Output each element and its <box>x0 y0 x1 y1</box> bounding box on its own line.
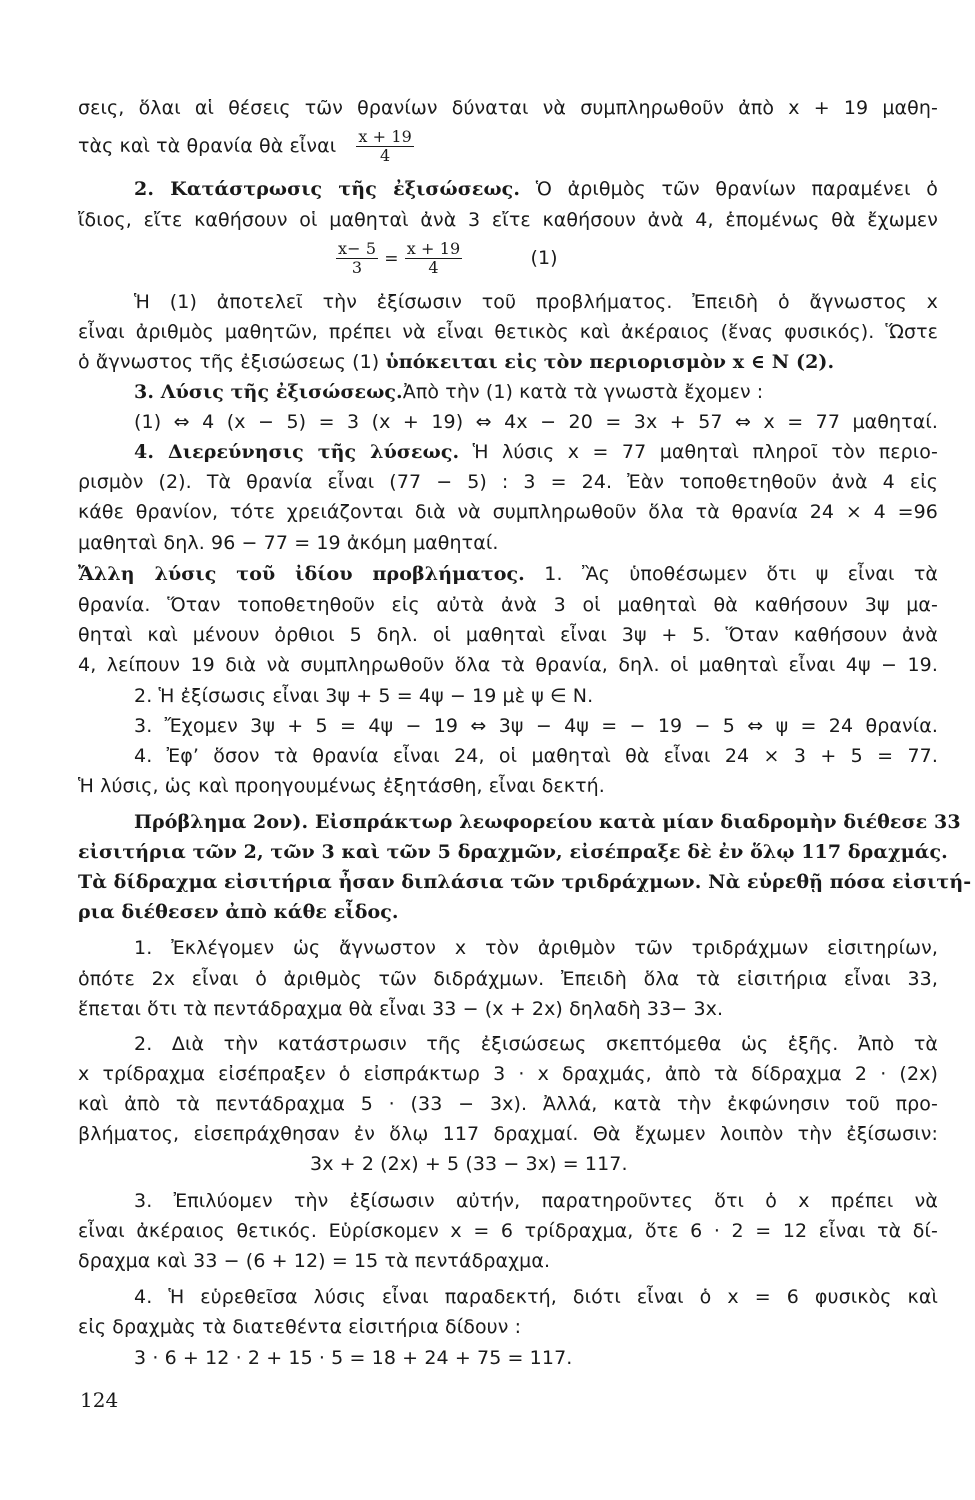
fraction <box>405 240 463 277</box>
text-line: θρανία. Ὅταν τοποθετηθοῦν εἰς αὐτὰ ἀνὰ 3 οἱ μαθηταὶ θὰ καθήσουν 3ψ μα- <box>78 594 938 616</box>
text-line: καὶ ἀπὸ τὰ πεντάδραχμα 5 · (33 − 3x). Ἀλλά, κατὰ τὴν ἐκφώνησιν τοῦ προ- <box>78 1093 938 1115</box>
bold-span: ὑπόκειται εἰς τὸν περιορισμὸν x ∈ N (2). <box>385 351 835 373</box>
text-span: Ἡ λύσις x = 77 μαθηταὶ πληροῖ τὸν περιο- <box>472 441 938 463</box>
section-heading: 2. Κατάστρωσις τῆς ἐξισώσεως. <box>134 178 521 200</box>
problem-title-line: Πρόβλημα 2ον). Εἰσπράκτωρ λεωφορείου κατὰ μίαν διαδρομὴν διέθεσε 33 <box>134 811 961 833</box>
text-span: Ἀπὸ τὴν (1) κατὰ τὰ γνωστὰ ἔχομεν : <box>402 381 764 403</box>
page-number: 124 <box>80 1388 119 1412</box>
text-line: 4, λείπουν 19 διὰ νὰ συμπληρωθοῦν ὅλα τὰ θρανία, δηλ. οἱ μαθηταὶ εἶναι 4ψ − 19. <box>78 654 938 676</box>
text-line: σεις, ὅλαι αἱ θέσεις τῶν θρανίων δύναται νὰ συμπληρωθοῦν ἀπὸ x + 19 μαθη- <box>78 97 938 119</box>
text-line: κάθε θρανίον, τότε χρειάζονται διὰ νὰ συμπληρωθοῦν ὅλα τὰ θρανία 24 × 4 =96 <box>78 501 938 523</box>
text-line <box>134 380 938 404</box>
text-line: Ἡ λύσις, ὡς καὶ προηγουμένως ἐξητάσθη, εἶναι δεκτή. <box>78 775 605 797</box>
text-line: 4. Ἡ εὑρεθεῖσα λύσις εἶναι παραδεκτή, διότι εἶναι ὁ x = 6 φυσικὸς καὶ <box>134 1286 938 1308</box>
text-line <box>78 128 938 165</box>
problem-line: ρια διέθεσεν ἀπὸ κάθε εἶδος. <box>78 901 399 923</box>
text-line: βλήματος, εἰσεπράχθησαν ἐν ὅλῳ 117 δραχμαί. Θὰ ἔχωμεν λοιπὸν τὴν ἐξίσωσιν: <box>78 1123 938 1145</box>
fraction-denominator: 4 <box>428 258 439 277</box>
text-line: θηταὶ καὶ μένουν ὀρθιοι 5 δηλ. οἱ μαθηταὶ εἶναι 3ψ + 5. Ὅταν καθήσουν ἀνὰ <box>78 624 938 646</box>
text-line: 1. Ἐκλέγομεν ὡς ἄγνωστον x τὸν ἀριθμὸν τῶν τριδράχμων εἰσιτηρίων, <box>134 937 938 959</box>
equation-number: (1) <box>530 247 558 269</box>
fraction-numerator: x− 5 <box>338 239 377 258</box>
text-line: x τρίδραχμα εἰσέπραξεν ὁ εἰσπράκτωρ 3 · x δραχμάς, ἀπὸ τὰ δίδραχμα 2 · (2x) <box>78 1063 938 1085</box>
fraction-numerator: x + 19 <box>406 239 461 258</box>
fraction-denominator: 4 <box>380 146 391 165</box>
text-line: εἰς δραχμὰς τὰ διατεθέντα εἰσιτήρια δίδουν : <box>78 1316 522 1338</box>
text-line: 2. Ἡ ἐξίσωσις εἶναι 3ψ + 5 = 4ψ − 19 μὲ ψ ∈ N. <box>134 685 594 707</box>
text-line: ὁπότε 2x εἶναι ὁ ἀριθμὸς τῶν διδράχμων. Ἐπειδὴ ὅλα τὰ εἰσιτήρια εἶναι 33, <box>78 968 938 990</box>
text-line: 4. Ἐφ’ ὅσον τὰ θρανία εἶναι 24, οἱ μαθηταὶ θὰ εἶναι 24 × 3 + 5 = 77. <box>134 745 938 767</box>
fraction-numerator: x + 19 <box>358 127 412 146</box>
problem-line: εἰσιτήρια τῶν 2, τῶν 3 καὶ τῶν 5 δραχμῶν, εἰσέπραξε δὲ ἐν ὅλῳ 117 δραχμάς. <box>78 841 948 863</box>
equation-line <box>336 240 676 277</box>
fraction-denominator: 3 <box>351 258 363 277</box>
text-span: τὰς καὶ τὰ θρανία θὰ εἶναι <box>78 135 337 157</box>
text-line: 3. Ἐπιλύομεν τὴν ἐξίσωσιν αὐτήν, παρατηροῦντες ὅτι ὁ x πρέπει νὰ <box>134 1190 938 1212</box>
text-line <box>78 562 938 586</box>
text-line: 2. Διὰ τὴν κατάστρωσιν τῆς ἐξισώσεως σκεπτόμεθα ὡς ἑξῆς. Ἀπὸ τὰ <box>134 1033 938 1055</box>
text-line: ρισμὸν (2). Τὰ θρανία εἶναι (77 − 5) : 3 = 24. Ἐὰν τοποθετηθοῦν ἀνὰ 4 εἰς <box>78 471 938 493</box>
text-line: δραχμα καὶ 33 − (6 + 12) = 15 τὰ πεντάδραχμα. <box>78 1250 551 1272</box>
fraction <box>336 240 378 277</box>
text-line: ἴδιος, εἴτε καθήσουν οἱ μαθηταὶ ἀνὰ 3 εἴτε καθήσουν ἀνὰ 4, ἑπομένως θὰ ἔχωμεν <box>78 209 938 231</box>
text-span: 1. Ἂς ὑποθέσωμεν ὅτι ψ εἶναι τὰ <box>544 563 938 585</box>
text-line <box>78 350 938 374</box>
text-line: (1) ⇔ 4 (x − 5) = 3 (x + 19) ⇔ 4x − 20 = 3x + 57 ⇔ x = 77 μαθηταί. <box>134 411 938 433</box>
text-line: ἕπεται ὅτι τὰ πεντάδραχμα θὰ εἶναι 33 − (x + 2x) δηλαδὴ 33− 3x. <box>78 998 724 1020</box>
text-line <box>134 440 938 464</box>
equation-line: 3x + 2 (2x) + 5 (33 − 3x) = 117. <box>310 1153 628 1175</box>
text-line <box>134 177 938 201</box>
section-heading: 4. Διερεύνησις τῆς λύσεως. <box>134 441 460 463</box>
text-line: μαθηταὶ δηλ. 96 − 77 = 19 ἀκόμη μαθηταί. <box>78 532 499 554</box>
section-heading: 3. Λύσις τῆς ἐξισώσεως. <box>134 381 403 403</box>
text-line: 3. Ἔχομεν 3ψ + 5 = 4ψ − 19 ⇔ 3ψ − 4ψ = − 19 − 5 ⇔ ψ = 24 θρανία. <box>134 715 938 737</box>
text-line: εἶναι ἀκέραιος θετικός. Εὑρίσκομεν x = 6 τρίδραχμα, ὅτε 6 · 2 = 12 εἶναι τὰ δί- <box>78 1220 938 1242</box>
text-span: ὁ ἄγνωστος τῆς ἐξισώσεως (1) <box>78 351 380 373</box>
text-span: Ὁ ἀριθμὸς τῶν θρανίων παραμένει ὁ <box>535 178 938 200</box>
section-heading: Ἄλλη λύσις τοῦ ἰδίου προβλήματος. <box>78 563 525 585</box>
text-line: 3 · 6 + 12 · 2 + 15 · 5 = 18 + 24 + 75 = 117. <box>134 1347 573 1369</box>
text-line: Ἡ (1) ἀποτελεῖ τὴν ἐξίσωσιν τοῦ προβλήματος. Ἐπειδὴ ὁ ἄγνωστος x <box>134 291 938 313</box>
problem-line: Τὰ δίδραχμα εἰσιτήρια ἦσαν διπλάσια τῶν τριδράχμων. Νὰ εὑρεθῇ πόσα εἰσιτή- <box>78 871 972 893</box>
fraction <box>356 128 414 165</box>
text-line: εἶναι ἀριθμὸς μαθητῶν, πρέπει νὰ εἶναι θετικὸς καὶ ἀκέραιος (ἕνας φυσικός). Ὥστε <box>78 321 938 343</box>
equals-sign: = <box>384 249 399 269</box>
